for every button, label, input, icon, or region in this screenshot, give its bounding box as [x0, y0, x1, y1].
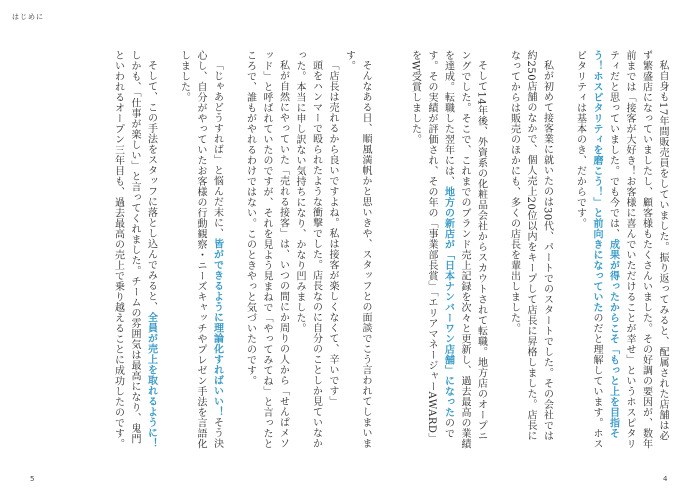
body-text [30, 50, 670, 450]
paragraph-7: 私が自然にやっていた「売れる接客」は、いつの間にか周りの人から「せんぱメソッド」と呼ばれていたのですが、それを見よう見まねで「やってみてね」と言ったところで、誰もがやれるわけではない。このときやっと気づいたのです。 [244, 50, 289, 449]
highlight-1: 成果が得ったからこそ「もっと上を目指そう！ホスピタリティを磨こう！」と前向きになっていた [591, 50, 619, 439]
chapter-header: はじめに [12, 13, 44, 21]
spacer [555, 50, 572, 450]
page-number-left: 5 [30, 475, 35, 483]
highlight-3: 皆ができるように理論化すればいい！ [211, 238, 223, 417]
highlight-2: 地方の新店が「日本ナンバーワン店舗」になった [442, 186, 454, 418]
paragraph-8: 「じゃあどうすれば」と悩んだ末に、皆ができるように理論化すればいい！そう決心し、自分がやっていたお客様の行動観察・ニーズキャッチやプレゼン手法を言語化しました。 [178, 50, 223, 449]
spacer [159, 50, 176, 450]
spacer [390, 50, 407, 450]
paragraph-1: 私自身も17年間販売員をしていました。振り返ってみると、配属された店舗は必ず繁盛店になっていましたし、顧客様もたくさんいました。その好調の要因が、数年前までは「接客が大好き！お客様に喜んでいただけることが幸せ」というホスピタリティだと思っていました。でも今では、成果が得ったからこそ「もっと上を目指そう！ホスピタリティを磨こう！」と前向きになっていたのだと理解しています。ホスピタリティは基本のき、だからです。 [574, 50, 668, 449]
paragraph-3: そして14年後、外資系の化粧品会社からスカウトされて転職。地方店のオープニングでした。そこで、これまでのブランド売上記録を次々と更新し、過去最高の業績を達成。転職した翌年には、地方の新店が「日本ナンバーワン店舗」になったのです。その実績が評価され、その年の「事業部長賞」「エリアマネージャーAWARD」をW受賞しました。 [409, 50, 487, 449]
paragraph-4: そんなある日、順風満帆かと思いきや、スタッフとの面談でこう言われてしまいます。 [343, 50, 371, 449]
page-number-right: 4 [663, 475, 668, 483]
spacer [225, 50, 242, 450]
paragraph-5: 「店長は売れるから良いですよね。私は接客が楽しくなくて、辛いです」 [327, 60, 338, 407]
paragraph-9: そして、この手法をスタッフに落とし込んでみると、全員が売上を取れるように！しかも、「仕事が楽しい」と言ってくれました。チームの雰囲気は最高になり、鬼門といわれるオープン三年目も、過去最高の売上で乗り越えることに成功したのです。 [112, 50, 157, 449]
spacer [489, 50, 506, 450]
spacer [373, 50, 390, 450]
paragraph-6: 頭をハンマーで殴られたような衝撃でした。店長なのに自分のことしか見ていなかった。本当に申し訳ない気持ちになり、かなり凹みました。 [294, 50, 322, 449]
highlight-4: 全員が売上を取れるように！ [145, 312, 157, 449]
paragraph-2: 私が初めて接客業に就いたのは30代、パートでのスタートでした。その会社では約250店舗のなかで、個人売上20位以内をキープして店長に昇格しました。店長になってからは販売のほかにも、多くの店長を輩出しました。 [508, 50, 553, 442]
